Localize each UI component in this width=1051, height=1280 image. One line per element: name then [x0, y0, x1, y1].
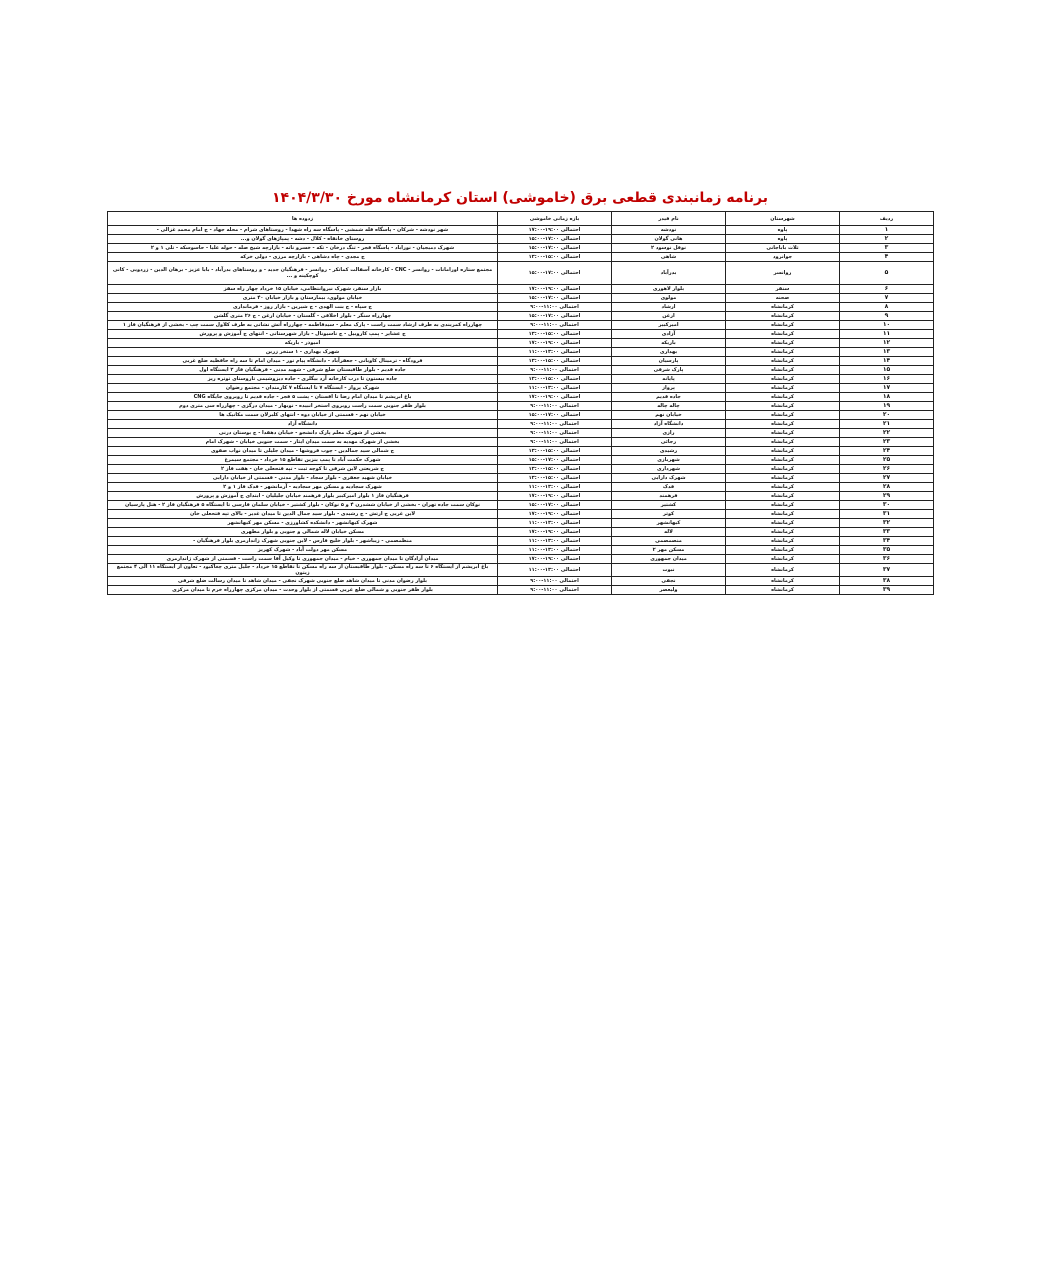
- table-row: [108, 339, 934, 348]
- cell-feeder: شاهی: [612, 253, 726, 262]
- cell-areas: خیابان نهم - قسمتی از خیابان دوه - انتهای کلبرلان سمت مکانیک ها: [108, 411, 498, 420]
- cell-row-number: ۹: [840, 312, 934, 321]
- table-row: [108, 285, 934, 294]
- cell-row-number: ۷: [840, 294, 934, 303]
- cell-county: کرمانشاه: [726, 474, 840, 483]
- cell-areas: امیوذر - باریکه: [108, 339, 498, 348]
- cell-row-number: ۲۲: [840, 429, 934, 438]
- cell-row-number: ۳۸: [840, 577, 934, 586]
- cell-outage-time: احتمالی ۱۳:۰۰-۱۱:۰۰: [498, 483, 612, 492]
- table-row: [108, 312, 934, 321]
- table-row: [108, 501, 934, 510]
- cell-feeder: پارک شرقی: [612, 366, 726, 375]
- table-row: [108, 447, 934, 456]
- cell-row-number: ۲۹: [840, 492, 934, 501]
- table-row: [108, 420, 934, 429]
- cell-outage-time: احتمالی ۱۳:۰۰-۱۱:۰۰: [498, 564, 612, 577]
- table-row: [108, 348, 934, 357]
- header-county: شهرستان: [726, 212, 840, 226]
- cell-row-number: ۱۹: [840, 402, 934, 411]
- cell-row-number: ۱۴: [840, 357, 934, 366]
- cell-areas: باغ ابریشم از ایستگاه ۶ تا سه راه مسکن - بلوار طاقبستان از سه راه مسکن تا تقاطع ۱۵ خرداد - جلیل متری چغاکبود - تعاون از ایستگاه ۱۱ الی ۴ مجتمع زیتون: [108, 564, 498, 577]
- cell-row-number: ۱۸: [840, 393, 934, 402]
- cell-outage-time: احتمالی ۱۳:۰۰-۱۱:۰۰: [498, 537, 612, 546]
- cell-row-number: ۱۳: [840, 348, 934, 357]
- cell-county: کرمانشاه: [726, 456, 840, 465]
- cell-feeder: کیهانشهر: [612, 519, 726, 528]
- cell-row-number: ۲۰: [840, 411, 934, 420]
- cell-feeder: بدرآباد: [612, 262, 726, 285]
- table-row: [108, 226, 934, 235]
- cell-county: پاوه: [726, 226, 840, 235]
- cell-row-number: ۳۱: [840, 510, 934, 519]
- cell-county: کرمانشاه: [726, 501, 840, 510]
- cell-row-number: ۱۰: [840, 321, 934, 330]
- cell-county: کرمانشاه: [726, 510, 840, 519]
- table-body: [108, 226, 934, 595]
- cell-outage-time: احتمالی ۱۹:۰۰-۱۷:۰۰: [498, 492, 612, 501]
- cell-row-number: ۲۸: [840, 483, 934, 492]
- cell-areas: بخشی از شهرک مهدیه به سمت میدان ایثار - سمت جنوبی خیابان - شهرک امام: [108, 438, 498, 447]
- cell-feeder: هانی گولان: [612, 235, 726, 244]
- cell-row-number: ۳: [840, 244, 934, 253]
- cell-row-number: ۳۹: [840, 586, 934, 595]
- table-row: [108, 519, 934, 528]
- cell-feeder: لاله: [612, 528, 726, 537]
- table-row: [108, 321, 934, 330]
- table-row: [108, 564, 934, 577]
- cell-feeder: بهداری: [612, 348, 726, 357]
- cell-feeder: ارغن: [612, 312, 726, 321]
- header-outage-time: بازه زمانی خاموشی: [498, 212, 612, 226]
- cell-outage-time: احتمالی ۱۱:۰۰-۹:۰۰: [498, 586, 612, 595]
- cell-outage-time: احتمالی ۱۱:۰۰-۹:۰۰: [498, 402, 612, 411]
- table-row: [108, 510, 934, 519]
- cell-outage-time: احتمالی ۱۵:۰۰-۱۳:۰۰: [498, 375, 612, 384]
- cell-county: کرمانشاه: [726, 438, 840, 447]
- cell-feeder: شهرداری: [612, 465, 726, 474]
- cell-row-number: ۳۵: [840, 546, 934, 555]
- cell-areas: جاده قدیم - بلوار طاقبستان ضلع شرقی - شهید مدنی - فرهنگیان فاز ۲ ایستگاه اول: [108, 366, 498, 375]
- cell-areas: ج شمالی سید جمالدین - چوب فروشها - میدان جلیلی تا میدان نواب صفوی: [108, 447, 498, 456]
- cell-outage-time: احتمالی ۱۳:۰۰-۱۱:۰۰: [498, 348, 612, 357]
- cell-outage-time: احتمالی ۱۷:۰۰-۱۵:۰۰: [498, 312, 612, 321]
- cell-feeder: پارسیان: [612, 357, 726, 366]
- cell-outage-time: احتمالی ۱۱:۰۰-۹:۰۰: [498, 303, 612, 312]
- header-feeder: نام فیدر: [612, 212, 726, 226]
- cell-county: کرمانشاه: [726, 586, 840, 595]
- cell-areas: ج شریعتی لاین شرقی تا کوچه ثبت - تپه فتحعلی خان - هفت فاز ۲: [108, 465, 498, 474]
- cell-feeder: خیابان نهم: [612, 411, 726, 420]
- table-row: [108, 384, 934, 393]
- cell-areas: بلوار ظفر جنوبی سمت راست روبروی استخر انبیده - نوبهار - میدان درگزی - چهارراه سی متری دوم: [108, 402, 498, 411]
- cell-outage-time: احتمالی ۱۷:۰۰-۱۵:۰۰: [498, 262, 612, 285]
- cell-row-number: ۱: [840, 226, 934, 235]
- cell-row-number: ۳۳: [840, 528, 934, 537]
- cell-areas: بخشی از شهرک معلم پارک دانشجو - خیابان دهقدا - ج بوستان درنی: [108, 429, 498, 438]
- cell-areas: بلوار ظفر جنوبی و شمالی ضلع غربی قسمتی از بلوار وحدت - میدان مرکزی چهارراه خرم تا میدان مرکزی: [108, 586, 498, 595]
- cell-outage-time: احتمالی ۱۷:۰۰-۱۵:۰۰: [498, 411, 612, 420]
- cell-county: کرمانشاه: [726, 339, 840, 348]
- cell-row-number: ۶: [840, 285, 934, 294]
- cell-feeder: دانشگاه آزاد: [612, 420, 726, 429]
- cell-feeder: امیرکبیر: [612, 321, 726, 330]
- table-row: [108, 235, 934, 244]
- cell-areas: منظمصمی - زیباشهر - بلوار خلیج فارس - لاین جنوبی شهرک زاندارمری بلوار فرهنگیان -: [108, 537, 498, 546]
- cell-county: پاوه: [726, 235, 840, 244]
- cell-county: کرمانشاه: [726, 321, 840, 330]
- cell-row-number: ۳۲: [840, 519, 934, 528]
- cell-county: جوانرود: [726, 253, 840, 262]
- cell-areas: خیابان شهید جعفری - بلوار سجاد - بلوار مدنی - قسمتی از خیابان دارایی: [108, 474, 498, 483]
- cell-county: کرمانشاه: [726, 492, 840, 501]
- table-row: [108, 411, 934, 420]
- cell-outage-time: احتمالی ۱۷:۰۰-۱۵:۰۰: [498, 235, 612, 244]
- cell-outage-time: احتمالی ۱۵:۰۰-۱۳:۰۰: [498, 447, 612, 456]
- cell-county: ثلاث باباجانی: [726, 244, 840, 253]
- cell-feeder: رازی: [612, 429, 726, 438]
- cell-county: کرمانشاه: [726, 528, 840, 537]
- table-row: [108, 474, 934, 483]
- cell-feeder: کشتیر: [612, 501, 726, 510]
- table-row: [108, 330, 934, 339]
- cell-outage-time: احتمالی ۱۳:۰۰-۱۱:۰۰: [498, 384, 612, 393]
- cell-row-number: ۳۰: [840, 501, 934, 510]
- cell-row-number: ۱۶: [840, 375, 934, 384]
- table-row: [108, 294, 934, 303]
- table-row: [108, 375, 934, 384]
- cell-outage-time: احتمالی ۱۷:۰۰-۱۵:۰۰: [498, 294, 612, 303]
- cell-county: کرمانشاه: [726, 348, 840, 357]
- cell-areas: بازار سنقر، شهرک نیروانتظامی، خیابان ۱۵ خرداد چهار راه سقز: [108, 285, 498, 294]
- cell-row-number: ۸: [840, 303, 934, 312]
- cell-row-number: ۳۷: [840, 564, 934, 577]
- cell-feeder: نوفل نوسود ۲: [612, 244, 726, 253]
- cell-county: کرمانشاه: [726, 546, 840, 555]
- cell-county: کرمانشاه: [726, 519, 840, 528]
- cell-county: کرمانشاه: [726, 465, 840, 474]
- cell-feeder: مولوی: [612, 294, 726, 303]
- cell-row-number: ۱۵: [840, 366, 934, 375]
- cell-county: کرمانشاه: [726, 375, 840, 384]
- cell-feeder: منصمصمی: [612, 537, 726, 546]
- cell-areas: خیابان مولوی، بیمارستان و بازار خیابان ۴۰ متری: [108, 294, 498, 303]
- cell-areas: شهر نودشه - شرکان - پاسگاه قله شمشی - پاسگاه سه راه شهدا - روستاهای شرام - محله جهاد - ج امام محمد غزالی -: [108, 226, 498, 235]
- table-row: [108, 456, 934, 465]
- cell-feeder: نبوت: [612, 564, 726, 577]
- cell-row-number: ۲۶: [840, 465, 934, 474]
- cell-outage-time: احتمالی ۱۹:۰۰-۱۷:۰۰: [498, 510, 612, 519]
- cell-county: کرمانشاه: [726, 420, 840, 429]
- cell-areas: مجتمع ستاره اورامانات - روانسر - CNC - کارخانه آسفالت کماتکر - روانسر - فرهنگیان جدید - و روستاهای بدرآباد - بابا عزیز - برهان الدین - زردویی - کانی کوچکینه و ...: [108, 262, 498, 285]
- table-row: [108, 528, 934, 537]
- table-row: [108, 492, 934, 501]
- table-row: [108, 577, 934, 586]
- table-row: [108, 262, 934, 285]
- cell-feeder: مسکن مهر ۲: [612, 546, 726, 555]
- cell-row-number: ۱۱: [840, 330, 934, 339]
- cell-county: کرمانشاه: [726, 303, 840, 312]
- cell-row-number: ۱۷: [840, 384, 934, 393]
- cell-areas: چهارراه کمربندی به طرف ارشاد سمت راست - پارک معلم - سیدفاطمه - چهارراه آتش نشانی به طرف کلاول سمت چپ - بخشی از فرهنگیان فاز ۱: [108, 321, 498, 330]
- cell-feeder: بلوار لاهوری: [612, 285, 726, 294]
- cell-county: کرمانشاه: [726, 483, 840, 492]
- cell-areas: بلوار رضوان مدنی تا میدان شاهد ضلع جنوبی شهرک نجفی - میدان شاهد تا میدان رسالت ضلع شرقی: [108, 577, 498, 586]
- cell-areas: مسکن مهر دولت آباد - شهرک کهریز: [108, 546, 498, 555]
- cell-county: کرمانشاه: [726, 402, 840, 411]
- cell-outage-time: احتمالی ۱۱:۰۰-۹:۰۰: [498, 366, 612, 375]
- table-row: [108, 537, 934, 546]
- cell-outage-time: احتمالی ۱۵:۰۰-۱۳:۰۰: [498, 330, 612, 339]
- cell-county: کرمانشاه: [726, 366, 840, 375]
- cell-county: روانسر: [726, 262, 840, 285]
- cell-areas: شهرک حکمت آباد تا پمپ بنزین تقاطع ۱۵ خرداد - مجتمع سیمرغ: [108, 456, 498, 465]
- cell-areas: مسکن خیابان لاله شمالی و جنوبی و بلوار مطهری: [108, 528, 498, 537]
- table-row: [108, 555, 934, 564]
- table-row: [108, 366, 934, 375]
- cell-outage-time: احتمالی ۱۵:۰۰-۱۳:۰۰: [498, 357, 612, 366]
- cell-county: کرمانشاه: [726, 411, 840, 420]
- table-row: [108, 465, 934, 474]
- cell-feeder: فدک: [612, 483, 726, 492]
- cell-county: کرمانشاه: [726, 330, 840, 339]
- cell-county: کرمانشاه: [726, 393, 840, 402]
- cell-county: کرمانشاه: [726, 577, 840, 586]
- cell-county: کرمانشاه: [726, 312, 840, 321]
- cell-outage-time: احتمالی ۱۹:۰۰-۱۷:۰۰: [498, 339, 612, 348]
- cell-outage-time: احتمالی ۱۱:۰۰-۹:۰۰: [498, 321, 612, 330]
- cell-row-number: ۵: [840, 262, 934, 285]
- cell-county: کرمانشاه: [726, 555, 840, 564]
- cell-outage-time: احتمالی ۱۳:۰۰-۱۱:۰۰: [498, 519, 612, 528]
- table-row: [108, 429, 934, 438]
- cell-outage-time: احتمالی ۱۵:۰۰-۱۳:۰۰: [498, 253, 612, 262]
- cell-county: کرمانشاه: [726, 357, 840, 366]
- cell-areas: لاین غربی ج ارتش - ج رشیدی - بلوار سید جمال الدین تا میدان غدیر - بالای تپه فتحعلی خان: [108, 510, 498, 519]
- cell-areas: نوکان سمت جاده تهران - بخشی از خیابان ششدرن ۴ و ۵ نوکان - بلوار کشتیر - خیابان سلمان فارسی تا ایستگاه ۵ فرهنگیان فاز ۲ - هتل پارسیان: [108, 501, 498, 510]
- table-row: [108, 586, 934, 595]
- cell-feeder: ارشاد: [612, 303, 726, 312]
- cell-areas: باغ ابریشم تا میدان امام رضا تا اقستان - پشت ۵ فجر - جاده قدیم تا روبروی جایگاه CNG: [108, 393, 498, 402]
- cell-county: کرمانشاه: [726, 429, 840, 438]
- cell-outage-time: احتمالی ۱۹:۰۰-۱۷:۰۰: [498, 226, 612, 235]
- cell-outage-time: احتمالی ۱۹:۰۰-۱۷:۰۰: [498, 285, 612, 294]
- cell-feeder: رشیدی: [612, 447, 726, 456]
- table-row: [108, 244, 934, 253]
- cell-areas: چهارراه سنگر - بلوار اخلاقی - گلستان - خیابان ارغن - ج ۲۶ متری گلشن: [108, 312, 498, 321]
- cell-row-number: ۴: [840, 253, 934, 262]
- cell-areas: شهرک دمیجیان - نوراباد - پاسگاه فجر - تنگ درخان - تکه - خسرو ناته - بازارچه شیخ صله - حوله علیا - حاسوسکه - تلی ۱ و ۲: [108, 244, 498, 253]
- cell-areas: ج سپاه - ج بنت الهدی - ج شیرین - بازار روز - فرمانداری: [108, 303, 498, 312]
- table-row: [108, 303, 934, 312]
- header-row-number: ردیف: [840, 212, 934, 226]
- cell-outage-time: احتمالی ۱۳:۰۰-۱۱:۰۰: [498, 546, 612, 555]
- cell-areas: ج مجدی - چاه دشاهی - بازارچه مرزی - دولی خرکه: [108, 253, 498, 262]
- cell-row-number: ۳۴: [840, 537, 934, 546]
- cell-row-number: ۲: [840, 235, 934, 244]
- cell-feeder: نجفی: [612, 577, 726, 586]
- cell-row-number: ۱۲: [840, 339, 934, 348]
- cell-feeder: شهرک دارایی: [612, 474, 726, 483]
- cell-row-number: ۳۶: [840, 555, 934, 564]
- table-header-row: [108, 212, 934, 226]
- cell-areas: شهرک سجادیه و مسکن مهر سجادیه - آرمانشهر - فدک فاز ۱ و ۲: [108, 483, 498, 492]
- cell-county: کرمانشاه: [726, 564, 840, 577]
- cell-outage-time: احتمالی ۱۵:۰۰-۱۳:۰۰: [498, 465, 612, 474]
- table-row: [108, 546, 934, 555]
- cell-outage-time: احتمالی ۱۷:۰۰-۱۵:۰۰: [498, 456, 612, 465]
- cell-outage-time: احتمالی ۱۱:۰۰-۹:۰۰: [498, 438, 612, 447]
- cell-row-number: ۲۴: [840, 447, 934, 456]
- cell-outage-time: احتمالی ۱۹:۰۰-۱۷:۰۰: [498, 555, 612, 564]
- cell-areas: فرهنگیان فاز ۱ بلوار امیرکبیر بلوار فرهمند خیابان جلیلیان - ابتدای ج آموزش و پرورش: [108, 492, 498, 501]
- cell-areas: شهرک پرواز - ایستگاه ۷ تا ایستگاه ۷ کارمندان - مجتمع رضوان: [108, 384, 498, 393]
- cell-feeder: کوثر: [612, 510, 726, 519]
- cell-row-number: ۲۷: [840, 474, 934, 483]
- cell-areas: شهرک کیهانشهر - دانشکده کشاورزی - مسکن مهر کیهانشهر: [108, 519, 498, 528]
- header-areas: زدوده ها: [108, 212, 498, 226]
- cell-areas: جاده بیستون تا درب کارخانه آرد بیگلری - جاده دیزوشیمی تاروستای توتره ریز: [108, 375, 498, 384]
- table-row: [108, 357, 934, 366]
- cell-areas: شهرک بهداری - ۱ ستخر زرین: [108, 348, 498, 357]
- cell-outage-time: احتمالی ۱۵:۰۰-۱۳:۰۰: [498, 474, 612, 483]
- cell-row-number: ۲۵: [840, 456, 934, 465]
- cell-feeder: ولیعصر: [612, 586, 726, 595]
- cell-outage-time: احتمالی ۱۱:۰۰-۹:۰۰: [498, 420, 612, 429]
- cell-areas: دانشگاه آزاد: [108, 420, 498, 429]
- cell-feeder: میدان جمهوری: [612, 555, 726, 564]
- table-row: [108, 438, 934, 447]
- cell-row-number: ۲۳: [840, 438, 934, 447]
- cell-outage-time: احتمالی ۱۱:۰۰-۹:۰۰: [498, 577, 612, 586]
- cell-areas: ج عشایر - پمپ کاروبیل - ج ناسیونال - بازار شهرستانی - انتهای ج آموزش و پرورش: [108, 330, 498, 339]
- cell-outage-time: احتمالی ۱۷:۰۰-۱۵:۰۰: [498, 244, 612, 253]
- cell-feeder: پایانه: [612, 375, 726, 384]
- cell-outage-time: احتمالی ۱۹:۰۰-۱۷:۰۰: [498, 528, 612, 537]
- table-row: [108, 253, 934, 262]
- cell-outage-time: احتمالی ۱۹:۰۰-۱۷:۰۰: [498, 393, 612, 402]
- cell-feeder: باریکه: [612, 339, 726, 348]
- cell-row-number: ۲۱: [840, 420, 934, 429]
- cell-areas: روستای خانقاه - کلال - دشه - پمپاژهای گولان و...: [108, 235, 498, 244]
- table-row: [108, 393, 934, 402]
- table-row: [108, 402, 934, 411]
- cell-feeder: فرهمند: [612, 492, 726, 501]
- cell-feeder: پرواز: [612, 384, 726, 393]
- cell-county: کرمانشاه: [726, 537, 840, 546]
- cell-county: کرمانشاه: [726, 447, 840, 456]
- cell-feeder: چاله چاله: [612, 402, 726, 411]
- document-title: برنامه زمانبندی قطعی برق (خاموشی) استان کرمانشاه مورخ ۱۴۰۴/۳/۳۰: [271, 190, 769, 206]
- outage-schedule-table: [107, 211, 934, 595]
- cell-county: کرمانشاه: [726, 384, 840, 393]
- cell-county: سنقر: [726, 285, 840, 294]
- table-row: [108, 483, 934, 492]
- cell-outage-time: احتمالی ۱۱:۰۰-۹:۰۰: [498, 429, 612, 438]
- cell-feeder: نودشه: [612, 226, 726, 235]
- cell-county: صحنه: [726, 294, 840, 303]
- cell-areas: فرودگاه - ترمینال کاوبانی - جعفرآباد - دانشگاه پیام نور - میدان امام تا سه راه حافظیه ضلع غربی: [108, 357, 498, 366]
- cell-feeder: شهربازی: [612, 456, 726, 465]
- cell-feeder: جاده قدیم: [612, 393, 726, 402]
- cell-feeder: آزادی: [612, 330, 726, 339]
- cell-feeder: رجائی: [612, 438, 726, 447]
- cell-outage-time: احتمالی ۱۷:۰۰-۱۵:۰۰: [498, 501, 612, 510]
- cell-areas: میدان آزادگان تا میدان جمهوری - خیام - میدان جمهوری تا وکیل آقا سمت راست - قسمتی از شهرک ژاندارمری: [108, 555, 498, 564]
